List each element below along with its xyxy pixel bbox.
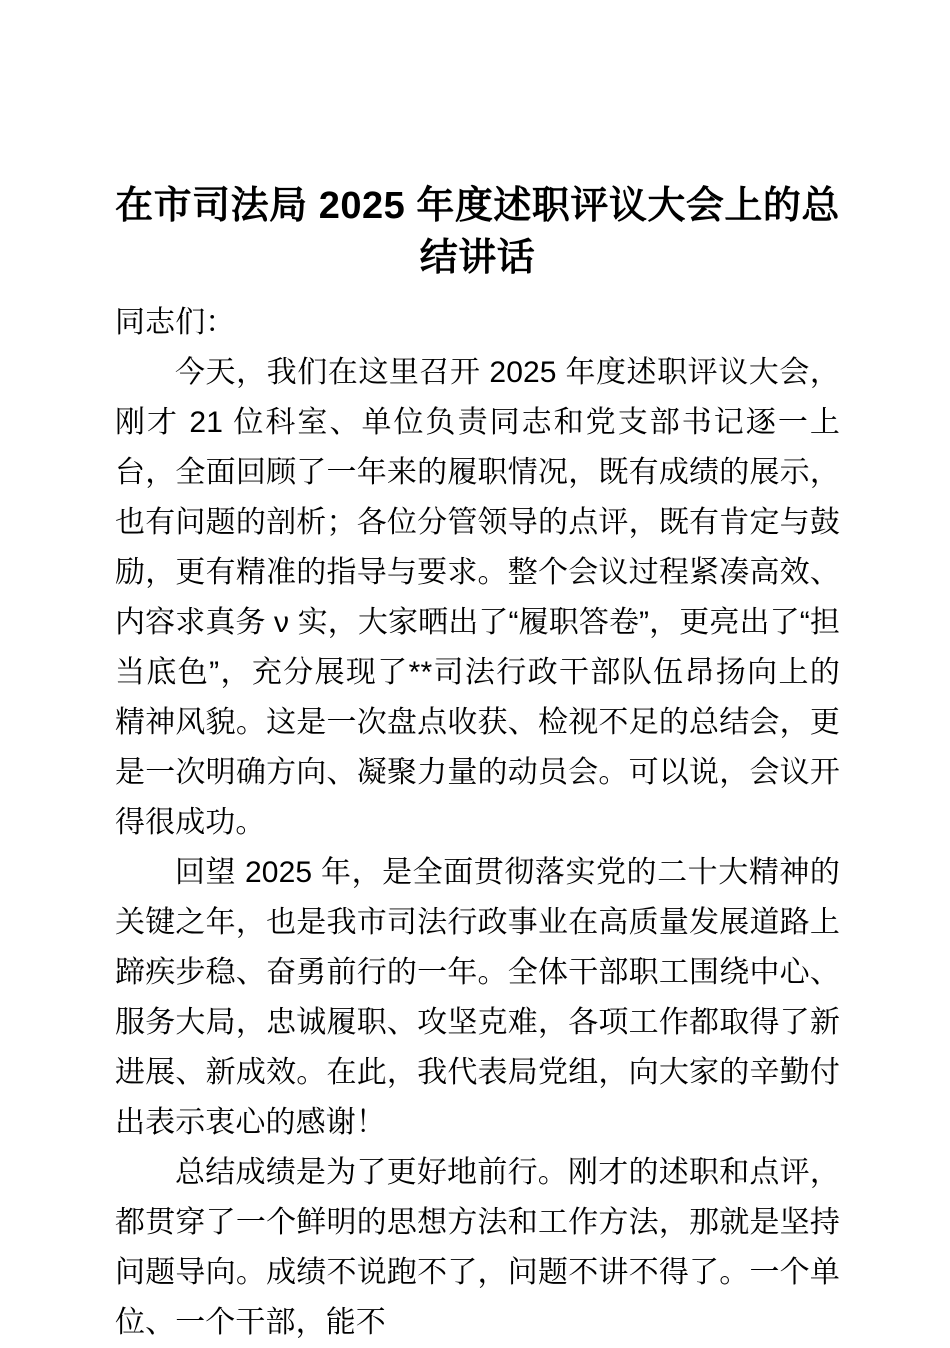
- body-paragraph-3: 总结成绩是为了更好地前行。刚才的述职和点评，都贯穿了一个鲜明的思想方法和工作方法，那就是坚持问题导向。成绩不说跑不了，问题不讲不得了。一个单位、一个干部，能不: [115, 1156, 840, 1339]
- body-paragraph-2: 回望 2025 年，是全面贯彻落实党的二十大精神的关键之年，也是我市司法行政事业在高质量发展道路上蹄疾步稳、奋勇前行的一年。全体干部职工围绕中心、服务大局，忠诚履职、攻坚克难，各项工作都取得了新进展、新成效。在此，我代表局党组，向大家的辛勤付出表示衷心的感谢！: [115, 856, 840, 1139]
- body-paragraph-1: 今天，我们在这里召开 2025 年度述职评议大会，刚才 21 位科室、单位负责同志和党支部书记逐一上台，全面回顾了一年来的履职情况，既有成绩的展示，也有问题的剖析；各位分管领导的点评，既有肯定与鼓励，更有精准的指导与要求。整个会议过程紧凑高效、内容求真务 ν 实，大家晒出了“履职答卷”，更亮出了“担当底色”，充分展现了**司法行政干部队伍昂扬向上的精神风貌。这是一次盘点收获、检视不足的总结会，更是一次明确方向、凝聚力量的动员会。可以说，会议开得很成功。: [115, 356, 840, 839]
- page-title: 在市司法局 2025 年度述职评议大会上的总结讲话: [115, 185, 840, 279]
- salutation: 同志们：: [115, 306, 236, 339]
